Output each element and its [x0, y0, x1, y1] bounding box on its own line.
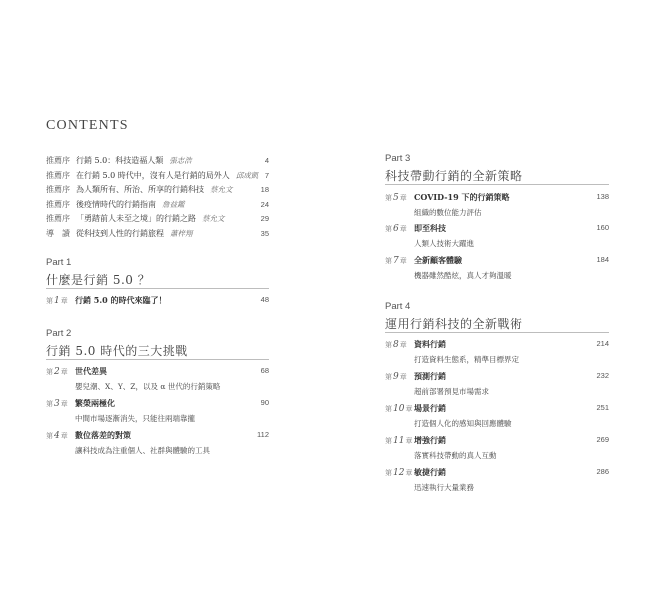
part-title: 科技帶動行銷的全新策略 [385, 169, 523, 183]
chapter-subtitle: 機器雖然酷炫，真人才夠溫暖 [414, 271, 512, 280]
chapter-title: 增強行銷 [414, 435, 446, 445]
chapter-entry [385, 223, 609, 251]
chapter-page: 286 [596, 467, 609, 476]
chapter-page: 68 [260, 366, 269, 375]
chapter-page: 138 [596, 192, 609, 201]
part-title: 行銷 5.0 時代的三大挑戰 [46, 344, 188, 358]
chapter-subtitle: 嬰兒潮、X、Y、Z，以及 α 世代的行銷策略 [75, 382, 221, 391]
preface-kind: 推薦序 [46, 156, 70, 165]
preface-page: 24 [260, 199, 269, 209]
preface-title: 在行銷 5.0 時代中，沒有人是行銷的局外人 邱成凱 [76, 170, 259, 180]
chapter-entry [385, 371, 609, 399]
part-divider [46, 359, 269, 360]
chapter-page: 214 [596, 339, 609, 348]
preface-author: 蔡允文 [202, 214, 225, 223]
chapter-page: 112 [257, 430, 269, 439]
preface-page: 7 [264, 170, 269, 180]
part-label: Part 1 [46, 257, 72, 268]
chapter-page: 160 [596, 223, 609, 232]
part-divider [46, 288, 269, 289]
chapter-number: 第8章 [385, 340, 407, 350]
chapter-subtitle: 組織的數位能力評估 [414, 208, 482, 217]
chapter-page: 232 [596, 371, 609, 380]
preface-kind: 導 讀 [46, 228, 70, 238]
preface-page: 4 [264, 156, 269, 165]
chapter-entry [385, 255, 609, 283]
chapter-entry [385, 403, 609, 431]
chapter-title: 繁榮兩極化 [75, 398, 115, 408]
chapter-title: 場景行銷 [414, 403, 446, 413]
chapter-entry [385, 435, 609, 463]
chapter-page: 251 [596, 403, 609, 412]
chapter-title: 敏捷行銷 [414, 467, 446, 477]
chapter-subtitle: 中間市場逐漸消失，只能往兩端靠攏 [75, 414, 195, 423]
chapter-entry [46, 430, 269, 458]
preface-page: 29 [260, 214, 269, 223]
chapter-subtitle: 打造個人化的感知與回應體驗 [414, 419, 512, 428]
preface-author: 蕭梓翔 [170, 228, 193, 238]
chapter-number: 第11章 [385, 436, 413, 446]
chapter-number: 第10章 [385, 404, 413, 414]
part-title: 運用行銷科技的全新戰術 [385, 317, 523, 331]
chapter-subtitle: 迅速執行大量業務 [414, 483, 474, 492]
preface-title: 行銷 5.0：科技造福人類 張志浩 [76, 156, 192, 165]
chapter-title: 即至科技 [414, 223, 446, 233]
chapter-subtitle: 超前部署預見市場需求 [414, 387, 489, 396]
chapter-title: COVID-19 下的行銷策略 [414, 192, 510, 202]
chapter-subtitle: 打造資料生態系，精準目標界定 [414, 355, 519, 364]
chapter-number: 第7章 [385, 256, 407, 266]
chapter-entry [385, 467, 609, 495]
preface-title: 「勇踏前人未至之境」的行銷之路 蔡允文 [76, 214, 225, 223]
preface-page: 35 [260, 228, 269, 238]
contents-title: CONTENTS [46, 118, 129, 133]
preface-kind: 推薦序 [46, 185, 70, 194]
chapter-title: 預測行銷 [414, 371, 446, 381]
preface-kind: 推薦序 [46, 170, 70, 180]
preface-kind: 推薦序 [46, 214, 70, 223]
chapter-title: 全新顧客體驗 [414, 255, 462, 265]
part-label: Part 2 [46, 328, 72, 339]
chapter-title: 行銷 5.0 的時代來臨了！ [75, 295, 167, 305]
chapter-page: 184 [596, 255, 609, 264]
part-label: Part 3 [385, 153, 411, 164]
chapter-number: 第9章 [385, 372, 407, 382]
chapter-number: 第2章 [46, 367, 68, 377]
chapter-entry [385, 192, 609, 220]
preface-title: 從科技到人性的行銷旅程 蕭梓翔 [76, 228, 193, 238]
chapter-number: 第12章 [385, 468, 413, 478]
chapter-entry [46, 295, 269, 323]
part-divider [385, 184, 609, 185]
chapter-title: 數位落差的對策 [75, 430, 131, 440]
chapter-entry [46, 398, 269, 426]
chapter-title: 資料行銷 [414, 339, 446, 349]
chapter-page: 90 [260, 398, 269, 407]
chapter-page: 269 [596, 435, 609, 444]
chapter-subtitle: 落實科技帶動的真人互動 [414, 451, 497, 460]
preface-author: 蔡允文 [210, 185, 233, 194]
preface-author: 邱成凱 [235, 170, 259, 180]
preface-title: 後疫情時代的行銷指南 詹益鑑 [76, 199, 185, 209]
chapter-entry [46, 366, 269, 394]
chapter-number: 第1章 [46, 296, 68, 306]
chapter-entry [385, 339, 609, 367]
chapter-number: 第6章 [385, 224, 407, 234]
preface-kind: 推薦序 [46, 199, 70, 209]
chapter-page: 48 [260, 295, 269, 304]
preface-author: 張志浩 [169, 156, 192, 165]
chapter-subtitle: 人類人技術大躍進 [414, 239, 474, 248]
chapter-number: 第4章 [46, 431, 68, 441]
chapter-number: 第3章 [46, 399, 68, 409]
preface-title: 為人類所有、所治、所享的行銷科技 蔡允文 [76, 185, 233, 194]
chapter-number: 第5章 [385, 193, 407, 203]
part-title: 什麼是行銷 5.0 ？ [46, 273, 151, 287]
part-divider [385, 332, 609, 333]
preface-author: 詹益鑑 [162, 199, 185, 209]
chapter-title: 世代差異 [75, 366, 107, 376]
part-label: Part 4 [385, 301, 411, 312]
preface-page: 18 [260, 185, 269, 194]
chapter-subtitle: 讓科技成為注重個人、社群與體驗的工具 [75, 446, 210, 455]
